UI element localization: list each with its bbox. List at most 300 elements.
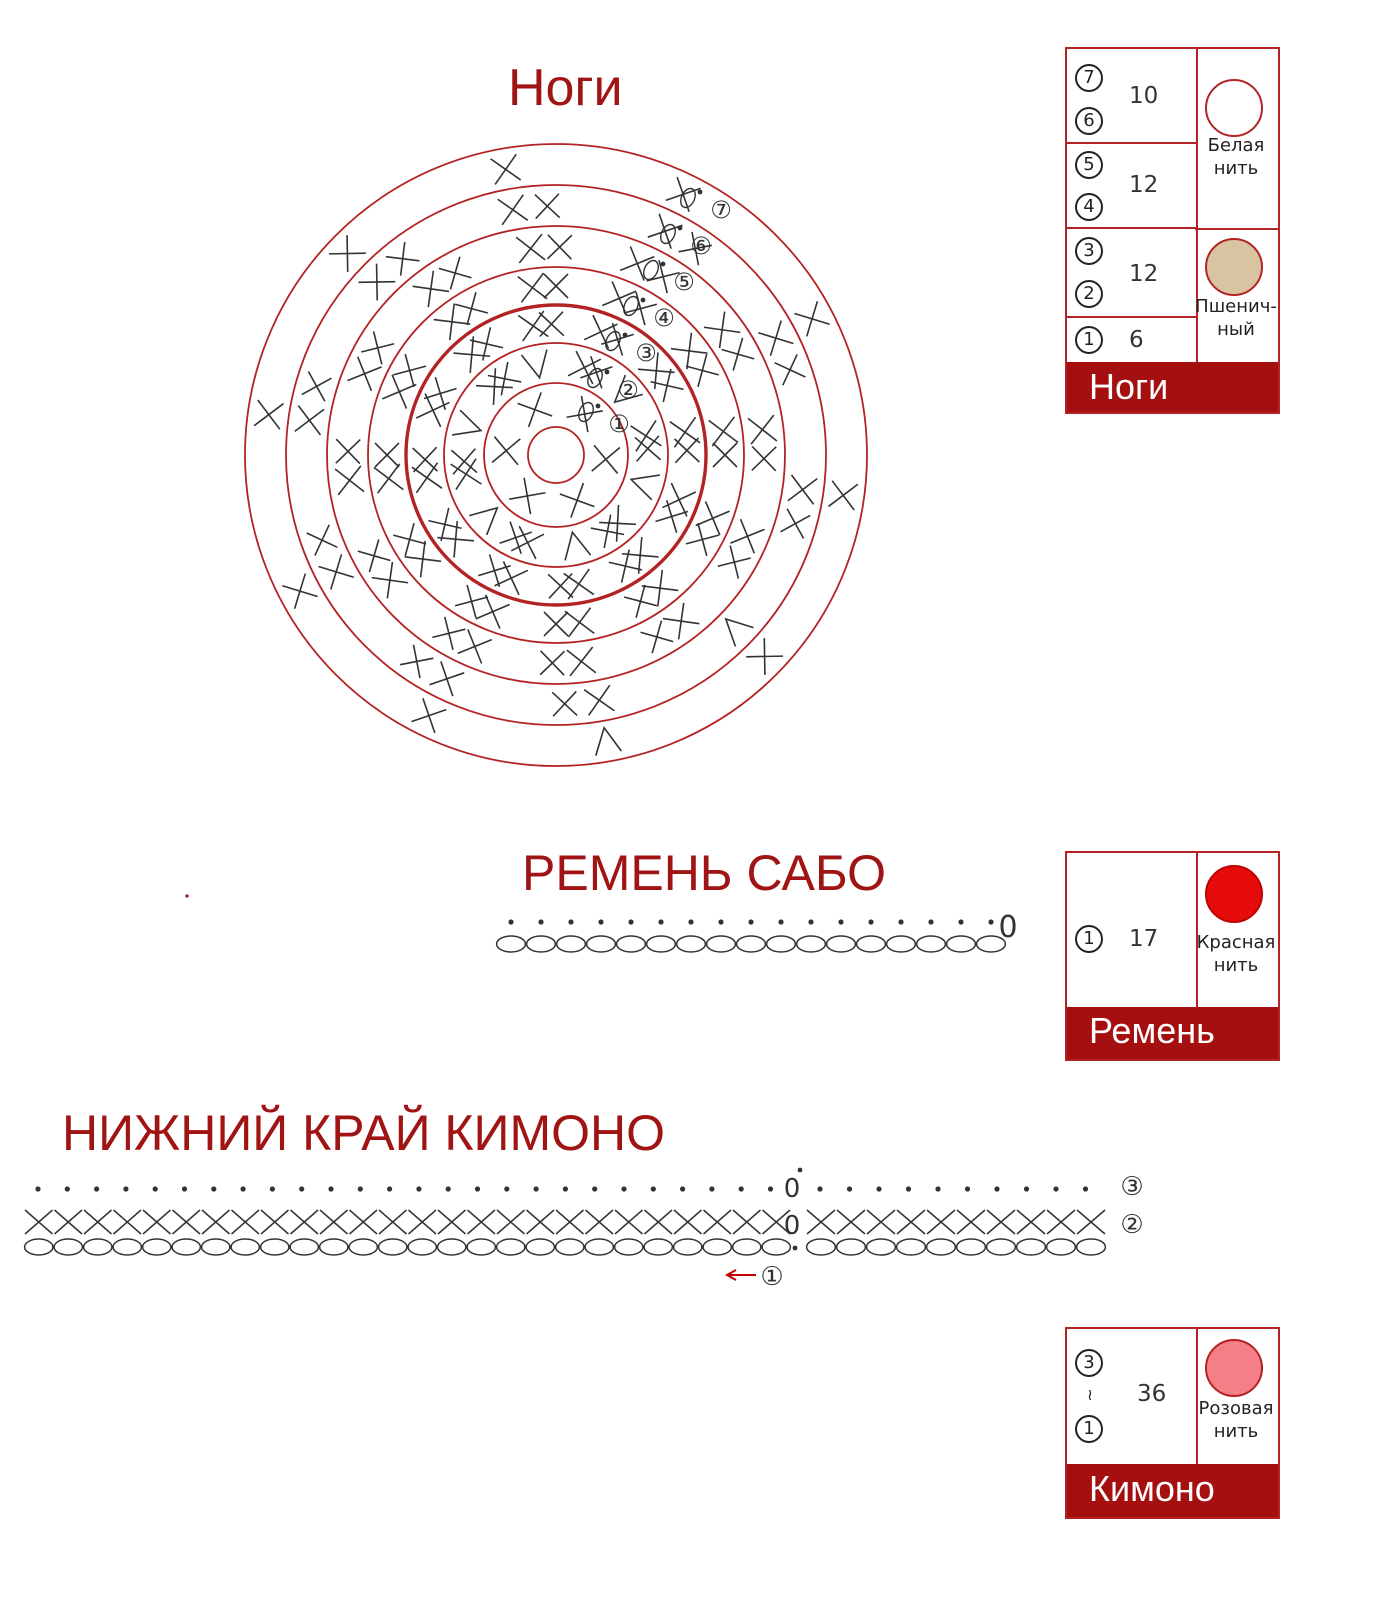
chain-stitch-mark: [897, 1239, 926, 1255]
single-crochet-mark: [393, 354, 426, 387]
round-label: ②: [617, 376, 639, 404]
chain-stitch-mark: [497, 1239, 525, 1255]
slip-stitch-dot: [1083, 1186, 1088, 1191]
mark-stroke: [709, 417, 738, 446]
stitch-count: 17: [1129, 926, 1159, 952]
chain-stitch-mark: [737, 936, 766, 952]
mark-stroke: [413, 271, 449, 307]
kimono-rows: [25, 1168, 1144, 1292]
mark-stroke: [717, 610, 754, 647]
chain-stitch-mark: [617, 936, 646, 952]
slip-stitch-dot: [965, 1186, 970, 1191]
stitch-count: 12: [1129, 261, 1159, 287]
mark-stroke: [361, 331, 394, 364]
single-crochet-mark: [295, 406, 324, 435]
round-label: ④: [653, 304, 675, 332]
round-label: ③: [635, 339, 657, 367]
chain-stitch-mark: [867, 1239, 896, 1255]
chain-start-label: 0: [783, 1211, 801, 1241]
legend-legs-row: [1067, 318, 1196, 364]
slip-stitch-dot: [935, 1186, 940, 1191]
slip-stitch-dot: [123, 1186, 128, 1191]
yarn-red-swatch: [1205, 865, 1263, 923]
chain-stitch-mark: [677, 936, 706, 952]
single-crochet-mark: [552, 691, 577, 716]
mark-stroke: [469, 498, 506, 535]
yarn-label-line: Белая: [1207, 135, 1265, 156]
chain-stitch-mark: [261, 1239, 289, 1255]
increase-mark: [521, 350, 552, 381]
single-crochet-mark: [670, 417, 700, 447]
single-crochet-mark: [307, 525, 338, 556]
mark-stroke: [748, 415, 777, 444]
slip-stitch-dot: [798, 1168, 803, 1173]
single-crochet-mark: [602, 281, 636, 315]
single-crochet-mark: [746, 638, 783, 675]
round-number: 1: [1075, 925, 1103, 953]
single-crochet-mark: [828, 481, 857, 510]
stitch-count: 6: [1129, 327, 1144, 353]
round-number: 7: [1075, 64, 1103, 92]
single-crochet-mark: [458, 629, 492, 663]
chain-stitch-mark: [927, 1239, 956, 1255]
chain-stitch-mark: [113, 1239, 141, 1255]
mark-stroke: [730, 519, 764, 553]
single-crochet-mark: [565, 608, 594, 637]
mark-stroke: [347, 357, 381, 391]
mark-stroke: [393, 354, 426, 387]
mark-stroke: [516, 234, 545, 263]
single-crochet-mark: [540, 651, 564, 675]
slip-stitch-dot: [928, 919, 933, 924]
slip-stitch-dot: [358, 1186, 363, 1191]
slip-stitch-dot: [661, 262, 666, 267]
chain-stitch-mark: [647, 936, 676, 952]
mark-stroke: [382, 375, 416, 409]
chain-stitch-mark: [527, 936, 556, 952]
single-crochet-mark: [347, 357, 381, 391]
single-crochet-mark: [411, 698, 446, 733]
yarn-label-line: Розовая: [1198, 1398, 1274, 1419]
round-label: ⑥: [690, 232, 712, 260]
mark-stroke: [302, 372, 332, 402]
yarn-red-label: [1191, 931, 1281, 977]
chain-stitch-mark: [556, 1239, 584, 1255]
slip-stitch-dot: [270, 1186, 275, 1191]
mark-stroke: [696, 501, 730, 535]
slip-stitch-dot: [504, 1186, 509, 1191]
mark-stroke: [564, 569, 594, 599]
mark-stroke: [254, 400, 283, 429]
slip-stitch-dot: [538, 919, 543, 924]
mark-stroke: [439, 257, 472, 290]
legend-divider: [1195, 228, 1278, 230]
increase-mark: [627, 467, 660, 500]
single-crochet-mark: [518, 311, 548, 341]
single-crochet-mark: [663, 603, 699, 639]
yarn-label-line: нить: [1213, 158, 1259, 179]
chain-stitch-mark: [987, 1239, 1016, 1255]
slip-stitch-dot: [641, 298, 646, 303]
chain-stitch-mark: [837, 1239, 866, 1255]
mark-stroke: [372, 562, 408, 598]
mark-stroke: [424, 377, 456, 409]
single-crochet-mark: [372, 562, 408, 598]
row-label: ②: [1120, 1210, 1144, 1240]
round-ring: [484, 383, 628, 527]
chain-stitch-mark: [674, 1239, 702, 1255]
chain-stitch-mark: [320, 1239, 348, 1255]
mark-stroke: [722, 338, 755, 371]
single-crochet-mark: [544, 274, 568, 298]
chain-stitch-mark: [172, 1239, 200, 1255]
mark-stroke: [416, 394, 449, 427]
slip-stitch-dot: [847, 1186, 852, 1191]
mark-stroke: [509, 478, 545, 514]
single-crochet-mark: [476, 595, 510, 629]
mark-stroke: [282, 574, 317, 609]
legend-strap: [1065, 851, 1280, 1061]
single-crochet-mark: [488, 362, 521, 395]
chain-stitch-mark: [143, 1239, 171, 1255]
slip-stitch-dot: [876, 1186, 881, 1191]
yarn-pink-label: [1191, 1397, 1281, 1443]
legend-legs-rounds: [1067, 49, 1198, 364]
single-crochet-mark: [511, 526, 544, 559]
increase-mark: [717, 610, 754, 647]
slip-stitch-dot: [211, 1186, 216, 1191]
mark-stroke: [458, 629, 492, 663]
chain-stitch-mark: [762, 1239, 790, 1255]
round-number: 1: [1075, 326, 1103, 354]
legend-legs-footer: Ноги: [1067, 362, 1278, 412]
single-crochet-mark: [584, 685, 614, 715]
mark-stroke: [655, 500, 687, 532]
chain-stitch-mark: [733, 1239, 761, 1255]
round-ring: [245, 144, 867, 766]
yarn-wheat-swatch: [1205, 238, 1263, 296]
yarn-label-line: Красная: [1196, 932, 1276, 953]
single-crochet-mark: [518, 273, 547, 302]
single-crochet-mark: [393, 523, 426, 556]
single-crochet-mark: [386, 242, 420, 276]
single-crochet-mark: [620, 246, 654, 280]
slip-stitch-dot: [709, 1186, 714, 1191]
chain-stitch-mark: [1077, 1239, 1106, 1255]
chain-stitch-mark: [957, 1239, 986, 1255]
round-ring: [368, 267, 744, 643]
single-crochet-mark: [635, 436, 661, 462]
single-crochet-mark: [478, 554, 510, 586]
legend-strap-rounds: [1067, 853, 1198, 1011]
mark-stroke: [400, 645, 433, 678]
yarn-label-line: нить: [1213, 1421, 1259, 1442]
slip-stitch-dot: [605, 370, 610, 375]
yarn-white-swatch: [1205, 79, 1263, 137]
single-crochet-mark: [413, 447, 438, 472]
round-number: 6: [1075, 107, 1103, 135]
stitch-count: 10: [1129, 83, 1159, 109]
single-crochet-mark: [624, 292, 657, 325]
mark-stroke: [307, 525, 338, 556]
single-crochet-mark: [718, 546, 751, 579]
mark-stroke: [560, 530, 591, 561]
mark-stroke: [788, 475, 817, 504]
mark-stroke: [386, 242, 420, 276]
chain-stitch-mark: [1017, 1239, 1046, 1255]
single-crochet-mark: [686, 523, 719, 556]
mark-stroke: [686, 523, 719, 556]
mark-stroke: [567, 647, 596, 676]
slip-stitch-dot: [680, 1186, 685, 1191]
mark-stroke: [452, 410, 485, 443]
mark-stroke: [518, 311, 548, 341]
mark-stroke: [295, 406, 324, 435]
chain-start-mark: [658, 222, 678, 246]
single-crochet-mark: [548, 574, 573, 599]
mark-stroke: [592, 445, 620, 473]
legend-strap-yarns: [1195, 853, 1278, 1011]
legend-kimono-yarns: [1195, 1329, 1278, 1468]
slip-stitch-dot: [568, 919, 573, 924]
mark-stroke: [686, 354, 719, 387]
single-crochet-mark: [599, 505, 636, 542]
chain-stitch-mark: [290, 1239, 318, 1255]
round-label: ①: [608, 410, 630, 438]
chain-stitch-mark: [497, 936, 526, 952]
round-number: 5: [1075, 151, 1103, 179]
chain-stitch-mark: [703, 1239, 731, 1255]
slip-stitch-dot: [698, 190, 703, 195]
single-crochet-mark: [432, 617, 465, 650]
slip-stitch-dot: [416, 1186, 421, 1191]
chain-stitch-mark: [231, 1239, 259, 1255]
increase-mark: [469, 498, 506, 535]
single-crochet-mark: [539, 312, 564, 337]
mark-stroke: [521, 350, 552, 381]
legend-kimono: [1065, 1327, 1280, 1519]
mark-stroke: [393, 523, 426, 556]
mark-stroke: [335, 466, 364, 495]
slip-stitch-dot: [623, 333, 628, 338]
single-crochet-mark: [781, 509, 811, 539]
slip-stitch-dot: [748, 919, 753, 924]
single-crochet-mark: [662, 483, 695, 516]
slip-stitch-dot: [621, 1186, 626, 1191]
mark-stroke: [758, 321, 793, 356]
single-crochet-mark: [655, 500, 687, 532]
mark-stroke: [478, 554, 510, 586]
chain-stitch-mark: [349, 1239, 377, 1255]
stitch-count: 36: [1137, 1381, 1167, 1407]
round-label: ⑦: [710, 196, 732, 224]
chain-start-label: 0: [998, 910, 1018, 945]
mark-stroke: [627, 467, 660, 500]
slip-stitch-dot: [182, 1186, 187, 1191]
chain-stitch-mark: [707, 936, 736, 952]
slip-stitch-dot: [651, 1186, 656, 1191]
single-crochet-mark: [374, 464, 403, 493]
chain-stitch-mark: [408, 1239, 436, 1255]
chain-stitch-mark: [438, 1239, 466, 1255]
chain-stitch-mark: [947, 936, 976, 952]
mark-stroke: [476, 595, 510, 629]
mark-stroke: [412, 463, 442, 493]
mark-stroke: [624, 292, 657, 325]
slip-stitch-dot: [628, 919, 633, 924]
single-crochet-mark: [451, 449, 477, 475]
slip-stitch-dot: [299, 1186, 304, 1191]
range-tilde: ≀: [1087, 1387, 1093, 1404]
slip-stitch-dot: [808, 919, 813, 924]
slip-stitch-dot: [817, 1186, 822, 1191]
mark-stroke: [620, 246, 654, 280]
single-crochet-mark: [560, 483, 595, 518]
mark-stroke: [624, 585, 657, 618]
round-number: 2: [1075, 280, 1103, 308]
slip-stitch-dot: [906, 1186, 911, 1191]
legend-strap-footer: Ремень: [1067, 1007, 1278, 1059]
single-crochet-mark: [329, 235, 366, 272]
legend-legs-row: [1067, 144, 1196, 229]
round-ring: [406, 305, 706, 605]
slip-stitch-dot: [988, 919, 993, 924]
single-crochet-mark: [429, 661, 464, 696]
slip-stitch-dot: [534, 1186, 539, 1191]
single-crochet-mark: [492, 437, 520, 465]
single-crochet-mark: [535, 194, 560, 219]
row-label: ③: [1120, 1172, 1144, 1202]
mark-stroke: [565, 608, 594, 637]
mark-stroke: [591, 515, 624, 548]
slip-stitch-dot: [1053, 1186, 1058, 1191]
slip-stitch-dot: [1024, 1186, 1029, 1191]
mark-stroke: [567, 396, 603, 432]
chain-stitch-mark: [587, 936, 616, 952]
legs-rings: [245, 144, 867, 766]
single-crochet-mark: [424, 377, 456, 409]
legend-kimono-footer: Кимоно: [1067, 1464, 1278, 1517]
mark-stroke: [794, 301, 829, 336]
mark-stroke: [584, 685, 614, 715]
mark-stroke: [451, 449, 477, 475]
single-crochet-mark: [568, 351, 601, 384]
mark-stroke: [374, 464, 403, 493]
increase-mark: [560, 530, 591, 561]
title-kimono: НИЖНИЙ КРАЙ КИМОНО: [62, 1105, 666, 1161]
single-crochet-mark: [302, 372, 332, 402]
mark-stroke: [498, 195, 528, 225]
mark-stroke: [568, 351, 601, 384]
single-crochet-mark: [455, 292, 488, 325]
single-crochet-mark: [591, 515, 624, 548]
mark-stroke: [775, 354, 806, 385]
single-crochet-mark: [416, 394, 449, 427]
chain-stitch-mark: [767, 936, 796, 952]
mark-stroke: [511, 526, 544, 559]
mark-stroke: [641, 621, 674, 654]
stray-dot: [185, 894, 188, 897]
mark-stroke: [781, 509, 811, 539]
single-crochet-mark: [335, 466, 364, 495]
mark-stroke: [432, 617, 465, 650]
single-crochet-mark: [336, 439, 360, 463]
slip-stitch-dot: [838, 919, 843, 924]
single-crochet-mark: [775, 354, 806, 385]
yarn-label-line: Пшенич-: [1195, 296, 1277, 317]
single-crochet-mark: [547, 235, 571, 259]
chain-stitch-mark: [54, 1239, 82, 1255]
round-ring: [286, 185, 826, 725]
round-number: 3: [1075, 1349, 1103, 1377]
yarn-label-line: нить: [1213, 955, 1259, 976]
single-crochet-mark: [567, 647, 596, 676]
legend-legs-row: [1067, 49, 1196, 144]
increase-mark: [452, 410, 485, 443]
row-label: ①: [760, 1262, 784, 1292]
mark-stroke: [491, 154, 521, 184]
single-crochet-mark: [491, 154, 521, 184]
slip-stitch-dot: [994, 1186, 999, 1191]
single-crochet-mark: [359, 264, 396, 301]
yarn-wheat-label: [1191, 295, 1281, 341]
chain-stitch-mark: [827, 936, 856, 952]
slip-stitch-dot: [898, 919, 903, 924]
single-crochet-mark: [516, 234, 545, 263]
chain-stitch-mark: [526, 1239, 554, 1255]
slip-stitch-dot: [387, 1186, 392, 1191]
single-crochet-mark: [675, 438, 700, 463]
slip-stitch-dot: [153, 1186, 158, 1191]
round-number: 4: [1075, 193, 1103, 221]
mark-stroke: [602, 281, 636, 315]
title-legs: Ноги: [508, 59, 623, 117]
chain-stitch-mark: [557, 936, 586, 952]
single-crochet-mark: [748, 415, 777, 444]
slip-stitch-dot: [596, 404, 601, 409]
single-crochet-mark: [319, 554, 354, 589]
slip-stitch-dot: [778, 919, 783, 924]
slip-stitch-dot: [868, 919, 873, 924]
single-crochet-mark: [382, 375, 416, 409]
yarn-white-label: [1191, 134, 1281, 180]
legend-legs-row: [1067, 229, 1196, 318]
legend-legs: [1065, 47, 1280, 414]
slip-stitch-dot: [94, 1186, 99, 1191]
single-crochet-mark: [696, 501, 730, 535]
single-crochet-mark: [476, 368, 513, 405]
slip-stitch-dot: [768, 1186, 773, 1191]
single-crochet-mark: [455, 585, 488, 618]
title-strap: РЕМЕНЬ САБО: [522, 845, 887, 901]
single-crochet-mark: [564, 569, 594, 599]
slip-stitch-dot: [793, 1246, 798, 1251]
chain-stitch-mark: [585, 1239, 613, 1255]
legs-stitches: [254, 154, 858, 755]
round-number: 1: [1075, 1415, 1103, 1443]
single-crochet-mark: [375, 443, 399, 467]
slip-stitch-dot: [446, 1186, 451, 1191]
strap-chain-row: [497, 910, 1018, 952]
single-crochet-mark: [788, 475, 817, 504]
slip-stitch-dot: [658, 919, 663, 924]
round-ring: [327, 226, 785, 684]
mark-stroke: [488, 362, 521, 395]
mark-stroke: [828, 481, 857, 510]
mark-stroke: [670, 417, 700, 447]
yarn-pink-swatch: [1205, 1339, 1263, 1397]
chain-stitch-mark: [379, 1239, 407, 1255]
